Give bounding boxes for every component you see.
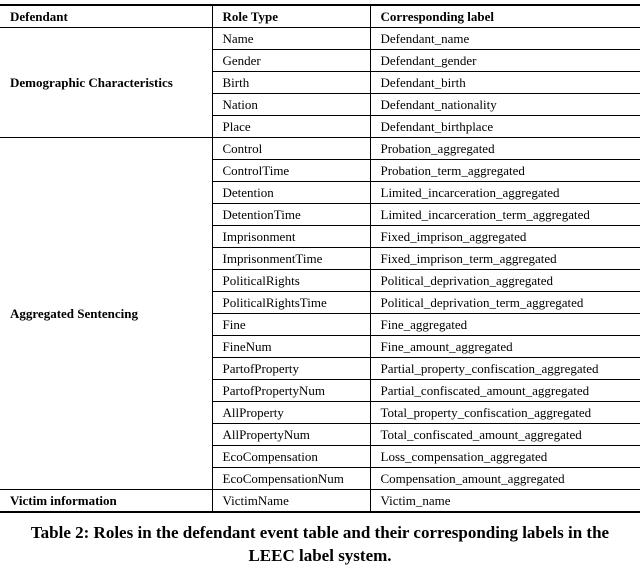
- label-cell: Probation_term_aggregated: [370, 160, 640, 182]
- label-cell: Political_deprivation_aggregated: [370, 270, 640, 292]
- role-type-cell: DetentionTime: [212, 204, 370, 226]
- label-cell: Limited_incarceration_term_aggregated: [370, 204, 640, 226]
- role-type-cell: PartofPropertyNum: [212, 380, 370, 402]
- group-cell: Aggregated Sentencing: [0, 138, 212, 490]
- group-cell: Demographic Characteristics: [0, 28, 212, 138]
- role-type-cell: Detention: [212, 182, 370, 204]
- role-type-cell: ControlTime: [212, 160, 370, 182]
- column-header-defendant: Defendant: [0, 5, 212, 28]
- role-type-cell: EcoCompensation: [212, 446, 370, 468]
- label-cell: Defendant_gender: [370, 50, 640, 72]
- label-cell: Partial_property_confiscation_aggregated: [370, 358, 640, 380]
- label-cell: Fixed_imprison_aggregated: [370, 226, 640, 248]
- label-cell: Fixed_imprison_term_aggregated: [370, 248, 640, 270]
- label-cell: Fine_aggregated: [370, 314, 640, 336]
- group-cell: Victim information: [0, 490, 212, 513]
- role-type-cell: AllPropertyNum: [212, 424, 370, 446]
- label-cell: Defendant_birthplace: [370, 116, 640, 138]
- role-type-cell: Gender: [212, 50, 370, 72]
- role-type-cell: Imprisonment: [212, 226, 370, 248]
- label-cell: Limited_incarceration_aggregated: [370, 182, 640, 204]
- role-type-cell: FineNum: [212, 336, 370, 358]
- role-type-cell: Control: [212, 138, 370, 160]
- role-type-cell: ImprisonmentTime: [212, 248, 370, 270]
- header-row: [0, 5, 640, 28]
- role-type-cell: VictimName: [212, 490, 370, 513]
- roles-table: [0, 4, 640, 513]
- table-row: [0, 490, 640, 513]
- label-cell: Compensation_amount_aggregated: [370, 468, 640, 490]
- role-type-cell: EcoCompensationNum: [212, 468, 370, 490]
- table-row: [0, 138, 640, 160]
- column-header-role-type: Role Type: [212, 5, 370, 28]
- label-cell: Partial_confiscated_amount_aggregated: [370, 380, 640, 402]
- label-cell: Victim_name: [370, 490, 640, 513]
- label-cell: Probation_aggregated: [370, 138, 640, 160]
- label-cell: Fine_amount_aggregated: [370, 336, 640, 358]
- role-type-cell: Nation: [212, 94, 370, 116]
- label-cell: Total_confiscated_amount_aggregated: [370, 424, 640, 446]
- role-type-cell: Name: [212, 28, 370, 50]
- label-cell: Loss_compensation_aggregated: [370, 446, 640, 468]
- table-row: [0, 28, 640, 50]
- role-type-cell: Fine: [212, 314, 370, 336]
- label-cell: Defendant_nationality: [370, 94, 640, 116]
- role-type-cell: PoliticalRightsTime: [212, 292, 370, 314]
- label-cell: Defendant_name: [370, 28, 640, 50]
- role-type-cell: PartofProperty: [212, 358, 370, 380]
- role-type-cell: Birth: [212, 72, 370, 94]
- label-cell: Political_deprivation_term_aggregated: [370, 292, 640, 314]
- role-type-cell: PoliticalRights: [212, 270, 370, 292]
- role-type-cell: AllProperty: [212, 402, 370, 424]
- table-caption: Table 2: Roles in the defendant event table and their corresponding labels in the LEEC label system.: [30, 523, 610, 565]
- column-header-corresponding-label: Corresponding label: [370, 5, 640, 28]
- label-cell: Total_property_confiscation_aggregated: [370, 402, 640, 424]
- label-cell: Defendant_birth: [370, 72, 640, 94]
- role-type-cell: Place: [212, 116, 370, 138]
